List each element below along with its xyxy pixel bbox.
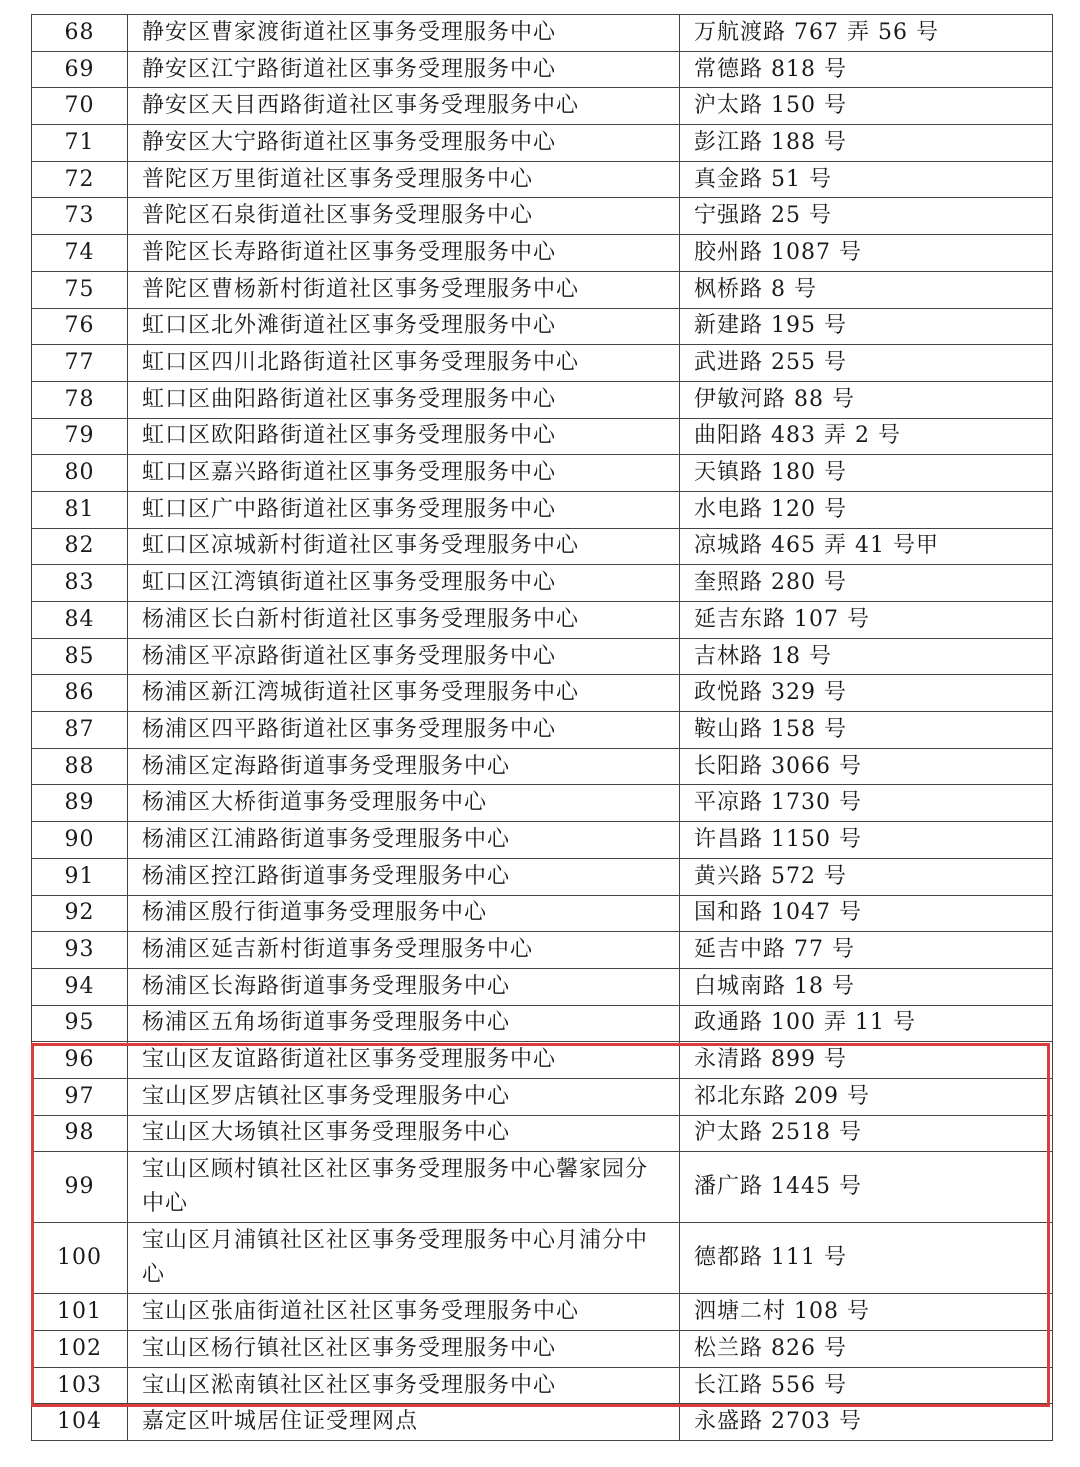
table-body (32, 15, 1053, 1441)
row-number: 82 (32, 528, 128, 565)
center-name: 杨浦区定海路街道事务受理服务中心 (128, 748, 680, 785)
row-number: 72 (32, 161, 128, 198)
table-row (32, 785, 1053, 822)
table-row (32, 968, 1053, 1005)
center-address: 万航渡路 767 弄 56 号 (680, 15, 1053, 52)
center-name: 虹口区欧阳路街道社区事务受理服务中心 (128, 418, 680, 455)
center-name: 虹口区嘉兴路街道社区事务受理服务中心 (128, 455, 680, 492)
center-name: 杨浦区四平路街道社区事务受理服务中心 (128, 712, 680, 749)
row-number: 95 (32, 1005, 128, 1042)
row-number: 84 (32, 602, 128, 639)
row-number: 90 (32, 822, 128, 859)
table-row (32, 1331, 1053, 1368)
table-row (32, 198, 1053, 235)
service-center-table-container (31, 14, 1052, 1441)
center-address: 常德路 818 号 (680, 51, 1053, 88)
row-number: 104 (32, 1404, 128, 1441)
center-name: 杨浦区长白新村街道社区事务受理服务中心 (128, 602, 680, 639)
table-row (32, 455, 1053, 492)
center-name: 宝山区张庙街道社区社区事务受理服务中心 (128, 1294, 680, 1331)
center-address: 宁强路 25 号 (680, 198, 1053, 235)
center-address: 白城南路 18 号 (680, 968, 1053, 1005)
row-number: 81 (32, 491, 128, 528)
center-name: 宝山区杨行镇社区社区事务受理服务中心 (128, 1331, 680, 1368)
row-number: 77 (32, 345, 128, 382)
row-number: 103 (32, 1367, 128, 1404)
table-row (32, 565, 1053, 602)
table-row (32, 1223, 1053, 1294)
center-name: 静安区天目西路街道社区事务受理服务中心 (128, 88, 680, 125)
center-name: 虹口区四川北路街道社区事务受理服务中心 (128, 345, 680, 382)
row-number: 76 (32, 308, 128, 345)
center-name: 杨浦区江浦路街道事务受理服务中心 (128, 822, 680, 859)
center-name: 虹口区江湾镇街道社区事务受理服务中心 (128, 565, 680, 602)
center-address: 新建路 195 号 (680, 308, 1053, 345)
center-address: 曲阳路 483 弄 2 号 (680, 418, 1053, 455)
center-name: 杨浦区延吉新村街道事务受理服务中心 (128, 932, 680, 969)
table-row (32, 712, 1053, 749)
table-row (32, 1294, 1053, 1331)
table-row (32, 895, 1053, 932)
row-number: 75 (32, 271, 128, 308)
table-row (32, 638, 1053, 675)
center-name: 虹口区凉城新村街道社区事务受理服务中心 (128, 528, 680, 565)
center-address: 奎照路 280 号 (680, 565, 1053, 602)
table-row (32, 1152, 1053, 1223)
table-row (32, 491, 1053, 528)
row-number: 69 (32, 51, 128, 88)
center-address: 胶州路 1087 号 (680, 235, 1053, 272)
center-address: 凉城路 465 弄 41 号甲 (680, 528, 1053, 565)
row-number: 96 (32, 1042, 128, 1079)
table-row (32, 418, 1053, 455)
row-number: 87 (32, 712, 128, 749)
table-row (32, 822, 1053, 859)
center-address: 枫桥路 8 号 (680, 271, 1053, 308)
center-address: 沪太路 2518 号 (680, 1115, 1053, 1152)
center-address: 许昌路 1150 号 (680, 822, 1053, 859)
row-number: 89 (32, 785, 128, 822)
center-address: 长江路 556 号 (680, 1367, 1053, 1404)
table-row (32, 1078, 1053, 1115)
table-row (32, 125, 1053, 162)
center-address: 黄兴路 572 号 (680, 858, 1053, 895)
center-name: 普陀区曹杨新村街道社区事务受理服务中心 (128, 271, 680, 308)
row-number: 94 (32, 968, 128, 1005)
row-number: 83 (32, 565, 128, 602)
row-number: 92 (32, 895, 128, 932)
table-row (32, 381, 1053, 418)
table-row (32, 1115, 1053, 1152)
table-row (32, 748, 1053, 785)
center-name: 杨浦区大桥街道事务受理服务中心 (128, 785, 680, 822)
table-row (32, 15, 1053, 52)
row-number: 102 (32, 1331, 128, 1368)
center-name: 宝山区罗店镇社区事务受理服务中心 (128, 1078, 680, 1115)
center-address: 永清路 899 号 (680, 1042, 1053, 1079)
row-number: 78 (32, 381, 128, 418)
center-address: 潘广路 1445 号 (680, 1152, 1053, 1223)
center-address: 伊敏河路 88 号 (680, 381, 1053, 418)
row-number: 73 (32, 198, 128, 235)
table-row (32, 271, 1053, 308)
center-name: 虹口区广中路街道社区事务受理服务中心 (128, 491, 680, 528)
table-row (32, 1404, 1053, 1441)
center-address: 水电路 120 号 (680, 491, 1053, 528)
table-row (32, 235, 1053, 272)
center-address: 国和路 1047 号 (680, 895, 1053, 932)
center-address: 天镇路 180 号 (680, 455, 1053, 492)
center-name: 杨浦区控江路街道事务受理服务中心 (128, 858, 680, 895)
center-name: 杨浦区新江湾城街道社区事务受理服务中心 (128, 675, 680, 712)
table-row (32, 675, 1053, 712)
center-address: 真金路 51 号 (680, 161, 1053, 198)
row-number: 93 (32, 932, 128, 969)
table-row (32, 1042, 1053, 1079)
row-number: 80 (32, 455, 128, 492)
center-address: 武进路 255 号 (680, 345, 1053, 382)
center-name: 宝山区月浦镇社区社区事务受理服务中心月浦分中心 (128, 1223, 680, 1294)
center-name: 宝山区淞南镇社区社区事务受理服务中心 (128, 1367, 680, 1404)
center-address: 吉林路 18 号 (680, 638, 1053, 675)
center-name: 静安区曹家渡街道社区事务受理服务中心 (128, 15, 680, 52)
center-name: 普陀区石泉街道社区事务受理服务中心 (128, 198, 680, 235)
center-address: 平凉路 1730 号 (680, 785, 1053, 822)
center-name: 杨浦区长海路街道事务受理服务中心 (128, 968, 680, 1005)
table-row (32, 51, 1053, 88)
row-number: 101 (32, 1294, 128, 1331)
row-number: 85 (32, 638, 128, 675)
table-row (32, 88, 1053, 125)
table-row (32, 1367, 1053, 1404)
center-address: 德都路 111 号 (680, 1223, 1053, 1294)
center-address: 政悦路 329 号 (680, 675, 1053, 712)
center-address: 沪太路 150 号 (680, 88, 1053, 125)
center-name: 杨浦区殷行街道事务受理服务中心 (128, 895, 680, 932)
center-address: 鞍山路 158 号 (680, 712, 1053, 749)
center-name: 虹口区曲阳路街道社区事务受理服务中心 (128, 381, 680, 418)
row-number: 79 (32, 418, 128, 455)
center-name: 静安区大宁路街道社区事务受理服务中心 (128, 125, 680, 162)
center-name: 静安区江宁路街道社区事务受理服务中心 (128, 51, 680, 88)
center-address: 延吉东路 107 号 (680, 602, 1053, 639)
center-name: 宝山区顾村镇社区社区事务受理服务中心馨家园分中心 (128, 1152, 680, 1223)
center-address: 延吉中路 77 号 (680, 932, 1053, 969)
center-address: 政通路 100 弄 11 号 (680, 1005, 1053, 1042)
center-address: 彭江路 188 号 (680, 125, 1053, 162)
row-number: 100 (32, 1223, 128, 1294)
center-name: 嘉定区叶城居住证受理网点 (128, 1404, 680, 1441)
center-name: 普陀区长寿路街道社区事务受理服务中心 (128, 235, 680, 272)
table-row (32, 602, 1053, 639)
center-address: 松兰路 826 号 (680, 1331, 1053, 1368)
row-number: 86 (32, 675, 128, 712)
row-number: 70 (32, 88, 128, 125)
row-number: 88 (32, 748, 128, 785)
table-row (32, 345, 1053, 382)
center-name: 虹口区北外滩街道社区事务受理服务中心 (128, 308, 680, 345)
row-number: 97 (32, 1078, 128, 1115)
table-row (32, 932, 1053, 969)
row-number: 74 (32, 235, 128, 272)
center-address: 长阳路 3066 号 (680, 748, 1053, 785)
center-address: 永盛路 2703 号 (680, 1404, 1053, 1441)
center-address: 泗塘二村 108 号 (680, 1294, 1053, 1331)
row-number: 68 (32, 15, 128, 52)
table-row (32, 308, 1053, 345)
table-row (32, 161, 1053, 198)
center-name: 杨浦区平凉路街道社区事务受理服务中心 (128, 638, 680, 675)
row-number: 71 (32, 125, 128, 162)
center-address: 祁北东路 209 号 (680, 1078, 1053, 1115)
center-name: 宝山区友谊路街道社区事务受理服务中心 (128, 1042, 680, 1079)
center-name: 宝山区大场镇社区事务受理服务中心 (128, 1115, 680, 1152)
center-name: 普陀区万里街道社区事务受理服务中心 (128, 161, 680, 198)
center-name: 杨浦区五角场街道事务受理服务中心 (128, 1005, 680, 1042)
table-row (32, 528, 1053, 565)
row-number: 98 (32, 1115, 128, 1152)
table-row (32, 1005, 1053, 1042)
table-row (32, 858, 1053, 895)
service-center-table (31, 14, 1053, 1441)
row-number: 91 (32, 858, 128, 895)
row-number: 99 (32, 1152, 128, 1223)
